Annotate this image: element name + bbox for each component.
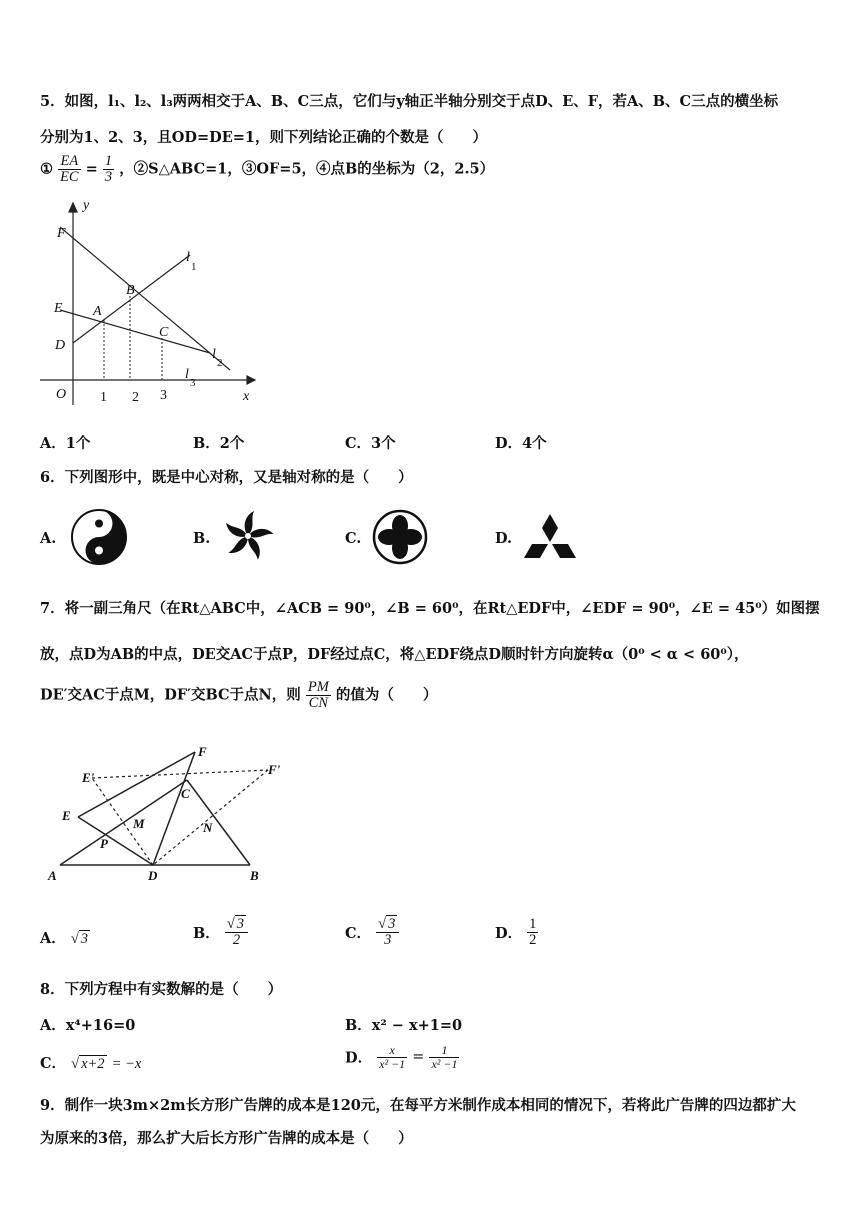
q5-option-b[interactable]: B．2个 — [193, 435, 245, 452]
q5-conclusions: ① $\frac{EA}{EC}$ = $\frac{1}{3}$ ，②S△ABC=1，③OF=5，④点B的坐标为（2，2.5） — [40, 153, 495, 186]
svg-text:2: 2 — [217, 357, 223, 369]
conclusion-1-marker: ① — [40, 160, 53, 178]
fig-label-b: B — [250, 868, 259, 883]
q5-stem-line1: 5．如图，l₁、l₂、l₃两两相交于A、B、C三点，它们与y轴正半轴分别交于点D、E、F，若A、B、C三点的横坐标 — [40, 93, 779, 110]
fig-label-d: D — [148, 868, 158, 883]
q5-option-a[interactable]: A．1个 — [40, 435, 91, 452]
four-petal-circle-icon[interactable] — [371, 508, 429, 566]
fig-label-f: F — [198, 744, 207, 759]
y-axis-arrow-icon — [69, 203, 77, 212]
q5-option-d[interactable]: D．4个 — [495, 435, 547, 452]
q9-stem-line2: 为原来的3倍，那么扩大后长方形广告牌的成本是（ ） — [40, 1130, 413, 1147]
q8-option-d[interactable]: D． $\frac{x}{\text{x² −1}}$ = $\frac{1}{\text{x² −1}}$ — [345, 1043, 458, 1071]
fig-label-a: A — [48, 868, 57, 883]
q6-option-b-label[interactable]: B. — [193, 530, 211, 547]
q8-stem: 8．下列方程中有实数解的是（ ） — [40, 981, 283, 998]
label-b: B — [126, 283, 135, 298]
label-c: C — [159, 325, 169, 340]
q6-option-d-label[interactable]: D. — [495, 530, 513, 547]
label-d: D — [55, 338, 66, 353]
q9-stem-line1: 9．制作一块3m×2m长方形广告牌的成本是120元，在每平方米制作成本相同的情况下，若将此广告牌的四边都扩大 — [40, 1097, 796, 1114]
label-l1: l — [186, 250, 190, 265]
fig-label-n: N — [203, 820, 213, 835]
tick-3: 3 — [160, 388, 167, 403]
label-e: E — [54, 301, 63, 316]
q8-option-a[interactable]: A．x⁴+16=0 — [40, 1017, 136, 1034]
q8-option-b[interactable]: B．x² − x+1=0 — [345, 1017, 463, 1034]
line-l2 — [60, 310, 210, 353]
fig-label-f-prime: F' — [268, 762, 281, 777]
q7-triangle-figure — [40, 740, 300, 885]
label-f: F — [57, 226, 66, 241]
line-l3 — [60, 227, 230, 370]
label-l2: l — [212, 347, 216, 362]
line-l1 — [73, 255, 190, 343]
label-l3: l — [185, 367, 189, 382]
q8-option-c[interactable]: C． √ x+2 = −x — [40, 1055, 142, 1072]
yin-yang-icon[interactable] — [70, 508, 128, 566]
q6-stem: 6．下列图形中，既是中心对称，又是轴对称的是（ ） — [40, 469, 413, 486]
fig-label-c: C — [181, 786, 190, 801]
svg-text:3: 3 — [190, 377, 196, 389]
q7-option-b[interactable]: B． $\frac{√ 3}{2}$ — [193, 917, 248, 948]
q7-stem-line3: DE′交AC于点M，DF′交BC于点N，则 $\frac{PM}{CN}$ 的值为（ ） — [40, 679, 438, 712]
fig-label-m: M — [133, 816, 145, 831]
svg-text:1: 1 — [191, 261, 197, 273]
one-third-fraction: $\frac{1}{3}$ — [104, 153, 113, 186]
tick-1: 1 — [100, 390, 107, 405]
tick-2: 2 — [132, 390, 139, 405]
q6-option-a-label[interactable]: A. — [40, 530, 57, 547]
q5-coordinate-graph — [40, 195, 270, 410]
q5-option-c[interactable]: C．3个 — [345, 435, 396, 452]
q6-option-c-label[interactable]: C. — [345, 530, 362, 547]
q7-stem-line2: 放，点D为AB的中点，DE交AC于点P，DF经过点C，将△EDF绕点D顺时针方向旋转α（0⁰ < α < 60⁰）， — [40, 646, 749, 663]
label-y: y — [83, 198, 90, 213]
q5-stem-line2: 分别为1、2、3，且OD=DE=1，则下列结论正确的个数是（ ） — [40, 129, 487, 146]
conclusions-rest: ，②S△ABC=1，③OF=5，④点B的坐标为（2，2.5） — [119, 160, 495, 178]
ea-ec-fraction: $\frac{EA}{EC}$ — [60, 153, 79, 186]
fig-label-p: P — [100, 836, 108, 851]
q7-option-a[interactable]: A． √ 3 — [40, 930, 89, 947]
label-x: x — [243, 389, 250, 404]
q7-stem-line1: 7．将一副三角尺（在Rt△ABC中，∠ACB = 90⁰，∠B = 60⁰，在Rt△EDF中，∠EDF = 90⁰，∠E = 45⁰）如图摆 — [40, 600, 820, 617]
q7-option-c[interactable]: C． $\frac{√ 3}{3}$ — [345, 917, 399, 948]
pinwheel-icon[interactable] — [220, 508, 276, 564]
fig-label-e: E — [62, 808, 71, 823]
q7-option-d[interactable]: D． $\frac{1}{2}$ — [495, 916, 537, 949]
x-axis-arrow-icon — [247, 376, 255, 384]
pm-cn-fraction: $\frac{PM}{CN}$ — [307, 679, 329, 712]
label-origin: O — [56, 387, 67, 402]
label-a: A — [93, 304, 102, 319]
fig-label-e-prime: E' — [82, 770, 95, 785]
three-diamond-icon[interactable] — [522, 512, 578, 562]
